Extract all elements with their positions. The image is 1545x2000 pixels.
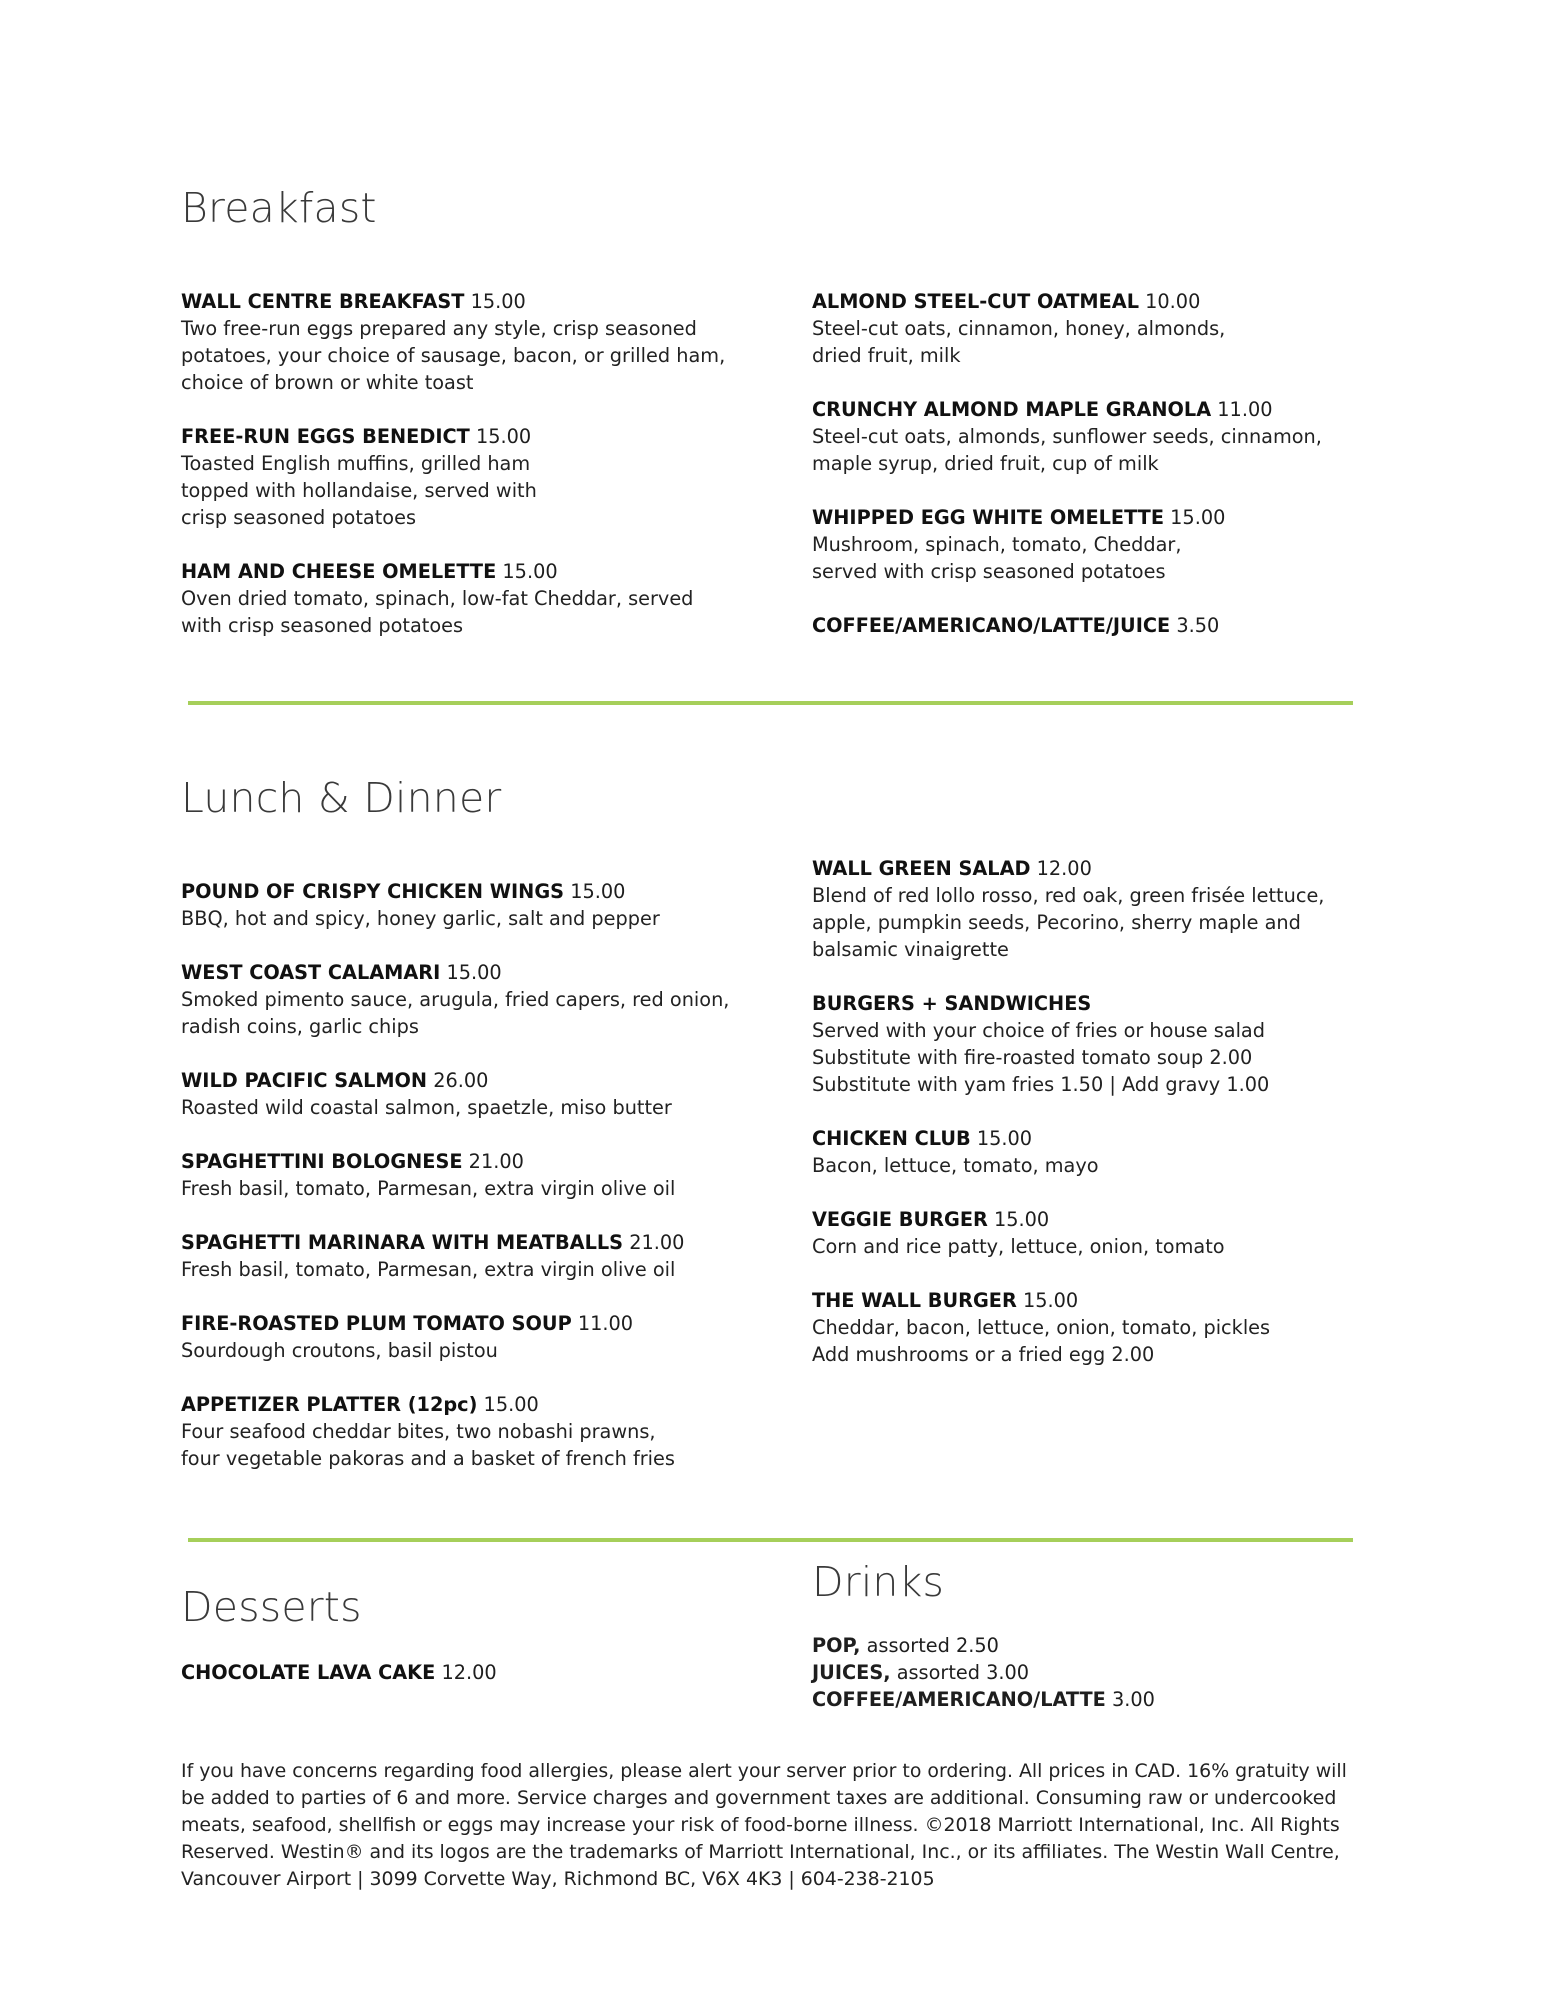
menu-item xyxy=(812,396,1372,477)
footer-disclaimer: If you have concerns regarding food allergies, please alert your server prior to ordering. All prices in CAD. 16% gratuity will be added to parties of 6 and more. Service charges and government taxes are additional. Consuming raw or undercooked meats, seafood, shellfish or eggs may increase your risk of food-borne illness. ©2018 Marriott International, Inc. All Rights Reserved. Westin® and its logos are the trademarks of Marriott International, Inc., or its affiliates. The Westin Wall Centre, Vancouver Airport | 3099 Corvette Way, Richmond BC, V6X 4K3 | 604-238-2105 xyxy=(181,1760,1347,1890)
item-name: VEGGIE BURGER xyxy=(812,1208,988,1231)
drink-detail: assorted 3.00 xyxy=(896,1661,1030,1684)
breakfast-left-column xyxy=(181,288,741,639)
item-description: Blend of red lollo rosso, red oak, green frisée lettuce, apple, pumpkin seeds, Pecorino, sherry maple and balsamic vinaigrette xyxy=(812,884,1325,961)
item-name: WILD PACIFIC SALMON xyxy=(181,1069,428,1092)
menu-item xyxy=(181,959,741,1040)
item-name: BURGERS + SANDWICHES xyxy=(812,992,1092,1015)
item-description: Oven dried tomato, spinach, low-fat Cheddar, served with crisp seasoned potatoes xyxy=(181,587,694,637)
item-name: WALL GREEN SALAD xyxy=(812,857,1031,880)
menu-item xyxy=(812,1125,1372,1179)
desserts-column xyxy=(181,1659,741,1686)
item-description: BBQ, hot and spicy, honey garlic, salt and pepper xyxy=(181,907,660,930)
item-name: FREE-RUN EGGS BENEDICT xyxy=(181,425,470,448)
item-price: 26.00 xyxy=(433,1069,489,1092)
item-description: Cheddar, bacon, lettuce, onion, tomato, pickles Add mushrooms or a fried egg 2.00 xyxy=(812,1316,1271,1366)
item-name: WEST COAST CALAMARI xyxy=(181,961,441,984)
drinks-column xyxy=(812,1632,1372,1713)
section-divider xyxy=(188,1538,1353,1542)
item-price: 21.00 xyxy=(468,1150,524,1173)
item-price: 15.00 xyxy=(475,425,532,448)
item-description: Roasted wild coastal salmon, spaetzle, miso butter xyxy=(181,1096,672,1119)
item-price: 15.00 xyxy=(446,961,502,984)
item-description: Steel-cut oats, almonds, sunflower seeds, cinnamon, maple syrup, dried fruit, cup of milk xyxy=(812,425,1322,475)
item-description: Steel-cut oats, cinnamon, honey, almonds, dried fruit, milk xyxy=(812,317,1226,367)
menu-item xyxy=(812,1287,1372,1368)
desserts-title: Desserts xyxy=(181,1583,362,1631)
drink-name: COFFEE/AMERICANO/LATTE xyxy=(812,1688,1106,1711)
menu-item xyxy=(812,288,1372,369)
item-price: 15.00 xyxy=(483,1393,539,1416)
menu-item xyxy=(812,855,1372,963)
item-price: 15.00 xyxy=(502,560,558,583)
item-price: 12.00 xyxy=(1036,857,1092,880)
menu-item xyxy=(181,1659,741,1686)
item-price: 10.00 xyxy=(1145,290,1201,313)
breakfast-right-column xyxy=(812,288,1372,639)
item-name: CHOCOLATE LAVA CAKE xyxy=(181,1661,436,1684)
menu-item xyxy=(181,1148,741,1202)
item-name: HAM AND CHEESE OMELETTE xyxy=(181,560,497,583)
item-description: Served with your choice of fries or house salad Substitute with fire-roasted tomato soup 2.00 Substitute with yam fries 1.50 | Add gravy 1.00 xyxy=(812,1019,1270,1096)
item-name: POUND OF CRISPY CHICKEN WINGS xyxy=(181,880,565,903)
item-name: WALL CENTRE BREAKFAST xyxy=(181,290,465,313)
menu-item xyxy=(181,558,741,639)
item-price: 12.00 xyxy=(441,1661,497,1684)
drink-detail: assorted 2.50 xyxy=(866,1634,999,1657)
menu-item xyxy=(181,1229,741,1283)
item-price: 15.00 xyxy=(1022,1289,1079,1312)
lunch-dinner-title: Lunch & Dinner xyxy=(181,774,502,822)
item-description: Fresh basil, tomato, Parmesan, extra virgin olive oil xyxy=(181,1177,676,1200)
menu-item xyxy=(812,504,1372,585)
item-name: SPAGHETTI MARINARA WITH MEATBALLS xyxy=(181,1231,624,1254)
lunch-left-column xyxy=(181,878,741,1472)
item-description: Fresh basil, tomato, Parmesan, extra virgin olive oil xyxy=(181,1258,676,1281)
item-description: Mushroom, spinach, tomato, Cheddar, served with crisp seasoned potatoes xyxy=(812,533,1182,583)
item-name: ALMOND STEEL-CUT OATMEAL xyxy=(812,290,1139,313)
item-price: 11.00 xyxy=(577,1312,634,1335)
drink-name: JUICES, xyxy=(812,1661,891,1684)
breakfast-title: Breakfast xyxy=(181,184,377,232)
item-description: Sourdough croutons, basil pistou xyxy=(181,1339,498,1362)
item-price: 11.00 xyxy=(1217,398,1273,421)
item-price: 15.00 xyxy=(994,1208,1050,1231)
menu-item xyxy=(181,423,741,531)
item-price: 15.00 xyxy=(570,880,626,903)
item-description: Bacon, lettuce, tomato, mayo xyxy=(812,1154,1099,1177)
item-description: Four seafood cheddar bites, two nobashi prawns, four vegetable pakoras and a basket of french fries xyxy=(181,1420,675,1470)
menu-item xyxy=(181,1067,741,1121)
item-name: APPETIZER PLATTER (12pc) xyxy=(181,1393,478,1416)
item-name: CHICKEN CLUB xyxy=(812,1127,971,1150)
menu-item xyxy=(181,288,741,396)
item-price: 15.00 xyxy=(976,1127,1033,1150)
item-price: 15.00 xyxy=(1170,506,1226,529)
item-description: Two free-run eggs prepared any style, crisp seasoned potatoes, your choice of sausage, bacon, or grilled ham, choice of brown or white toast xyxy=(181,317,726,394)
item-name: SPAGHETTINI BOLOGNESE xyxy=(181,1150,463,1173)
item-description: Smoked pimento sauce, arugula, fried capers, red onion, radish coins, garlic chips xyxy=(181,988,730,1038)
item-name: CRUNCHY ALMOND MAPLE GRANOLA xyxy=(812,398,1212,421)
item-description: Toasted English muffins, grilled ham topped with hollandaise, served with crisp seasoned potatoes xyxy=(181,452,537,529)
drink-item xyxy=(812,1632,1372,1659)
item-name: COFFEE/AMERICANO/LATTE/JUICE xyxy=(812,614,1171,637)
lunch-right-column xyxy=(812,855,1372,1368)
item-name: WHIPPED EGG WHITE OMELETTE xyxy=(812,506,1165,529)
item-price: 21.00 xyxy=(629,1231,685,1254)
menu-item xyxy=(812,612,1372,639)
drink-item xyxy=(812,1659,1372,1686)
section-divider xyxy=(188,701,1353,705)
menu-item xyxy=(812,990,1372,1098)
drinks-title: Drinks xyxy=(812,1558,945,1606)
menu-item xyxy=(812,1206,1372,1260)
menu-item xyxy=(181,878,741,932)
menu-item xyxy=(181,1391,741,1472)
item-price: 3.50 xyxy=(1176,614,1220,637)
drink-name: POP, xyxy=(812,1634,861,1657)
menu-item xyxy=(181,1310,741,1364)
item-name: FIRE-ROASTED PLUM TOMATO SOUP xyxy=(181,1312,572,1335)
drink-detail: 3.00 xyxy=(1111,1688,1155,1711)
item-description: Corn and rice patty, lettuce, onion, tomato xyxy=(812,1235,1225,1258)
drink-item xyxy=(812,1686,1372,1713)
item-name: THE WALL BURGER xyxy=(812,1289,1017,1312)
item-price: 15.00 xyxy=(470,290,526,313)
